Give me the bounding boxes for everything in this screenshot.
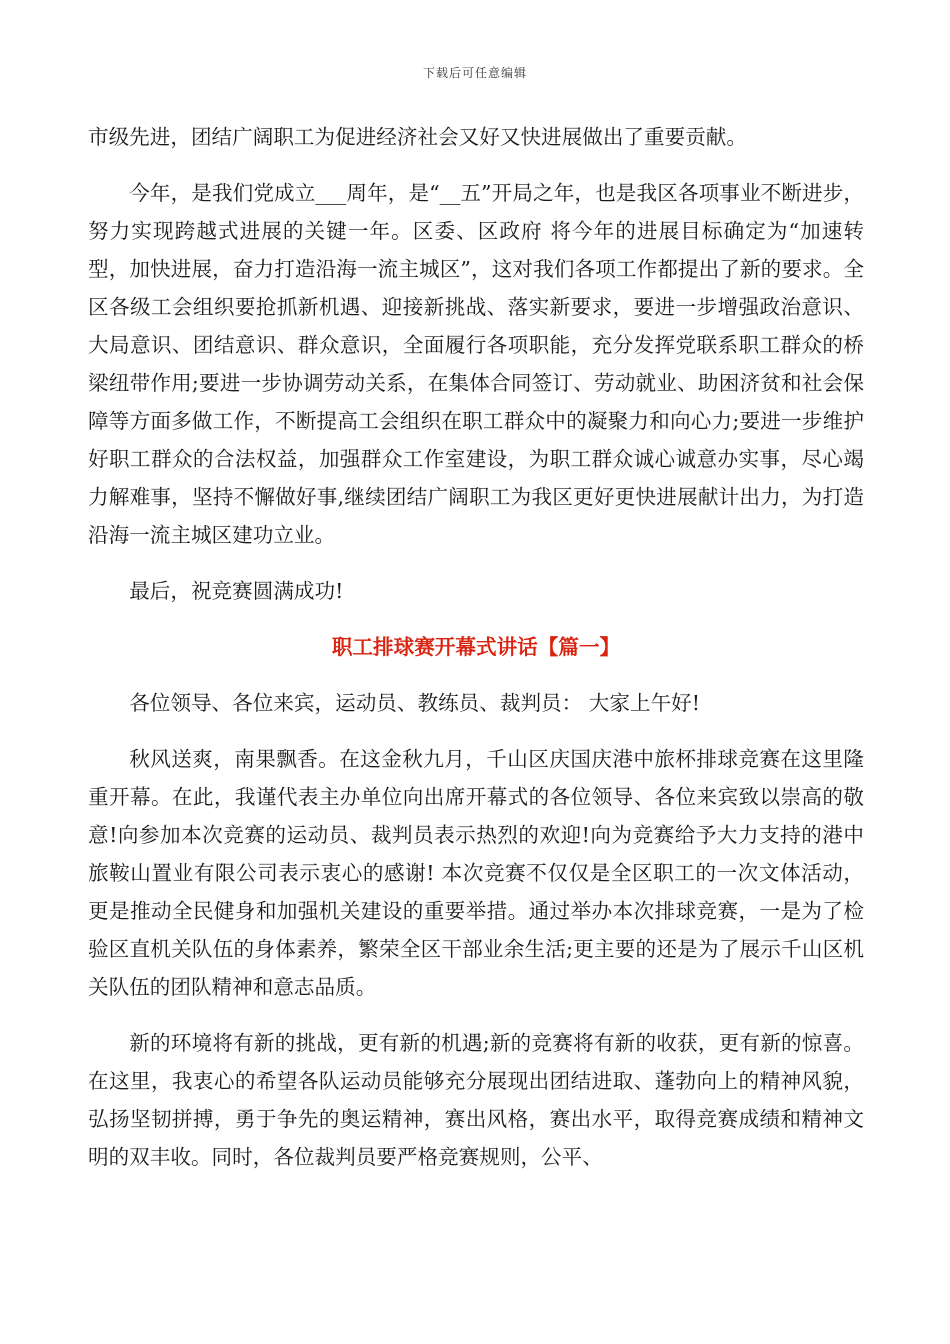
paragraph-continuation: 市级先进，团结广阔职工为促进经济社会又好又快进展做出了重要贡献。 — [88, 125, 747, 149]
paragraph-opening: 秋风送爽，南果飘香。在这金秋九月，千山区庆国庆港中旅杯排球竞赛在这里隆重开幕。在此，我谨代表主办单位向出席开幕式的各位领导、各位来宾致以崇高的敬意!向参加本次竞赛的运动员、裁判员表示热烈的欢迎!向为竞赛给予大力支持的港中旅鞍山置业有限公司表示衷心的感谢! 本次竞赛不仅仅是全区职工的一次文体活动，更是推动全民健身和加强机关建设的重要举措。通过举办本次排球竞赛，一是为了检验区直机关队伍的身体素养，繁荣全区干部业余生活;更主要的还是为了展示千山区机关队伍的团队精神和意志品质。 — [88, 747, 864, 999]
paragraph-gap — [88, 1006, 864, 1024]
section-title: 职工排球赛开幕式讲话【篇一】 — [331, 635, 621, 659]
page-header: 下载后可任意编辑 — [422, 66, 527, 80]
paragraph-greeting: 各位领导、各位来宾，运动员、教练员、裁判员： 大家上午好! — [129, 691, 701, 715]
paragraph-gap — [88, 722, 864, 740]
paragraph-main: 今年，是我们党成立___周年，是“__五”开局之年，也是我区各项事业不断进步，努力实现跨越式进展的关键一年。区委、区政府 将今年的进展目标确定为“加速转型，加快进展，奋力打造沿海一流主城区”，这对我们各项工作都提出了新的要求。全区各级工会组织要抢抓新机遇、迎接新挑战、落实新要求，要进一步增强政治意识、大局意识、团结意识、群众意识，全面履行各项职能，充分发挥党联系职工群众的桥梁纽带作用;要进一步协调劳动关系，在集体合同签订、劳动就业、助困济贫和社会保障等方面多做工作，不断提高工会组织在职工群众中的凝聚力和向心力;要进一步维护好职工群众的合法权益，加强群众工作室建设，为职工群众诚心诚意办实事，尽心竭力解难事，坚持不懈做好事,继续团结广阔职工为我区更好更快进展献计出力，为打造沿海一流主城区建功立业。 — [88, 181, 864, 547]
paragraph-hopes: 新的环境将有新的挑战，更有新的机遇;新的竞赛将有新的收获，更有新的惊喜。在这里，我衷心的希望各队运动员能够充分展现出团结进取、蓬勃向上的精神风貌，弘扬坚韧拼搏，勇于争先的奥运精神，赛出风格，赛出水平，取得竞赛成绩和精神文明的双丰收。同时，各位裁判员要严格竞赛规则，公平、 — [88, 1031, 864, 1169]
paragraph-gap — [88, 666, 864, 684]
paragraph-closing: 最后，祝竞赛圆满成功! — [129, 579, 344, 603]
paragraph-gap — [88, 554, 864, 572]
paragraph-gap — [88, 156, 864, 174]
document-body — [88, 118, 864, 1176]
paragraph-gap — [88, 610, 864, 628]
